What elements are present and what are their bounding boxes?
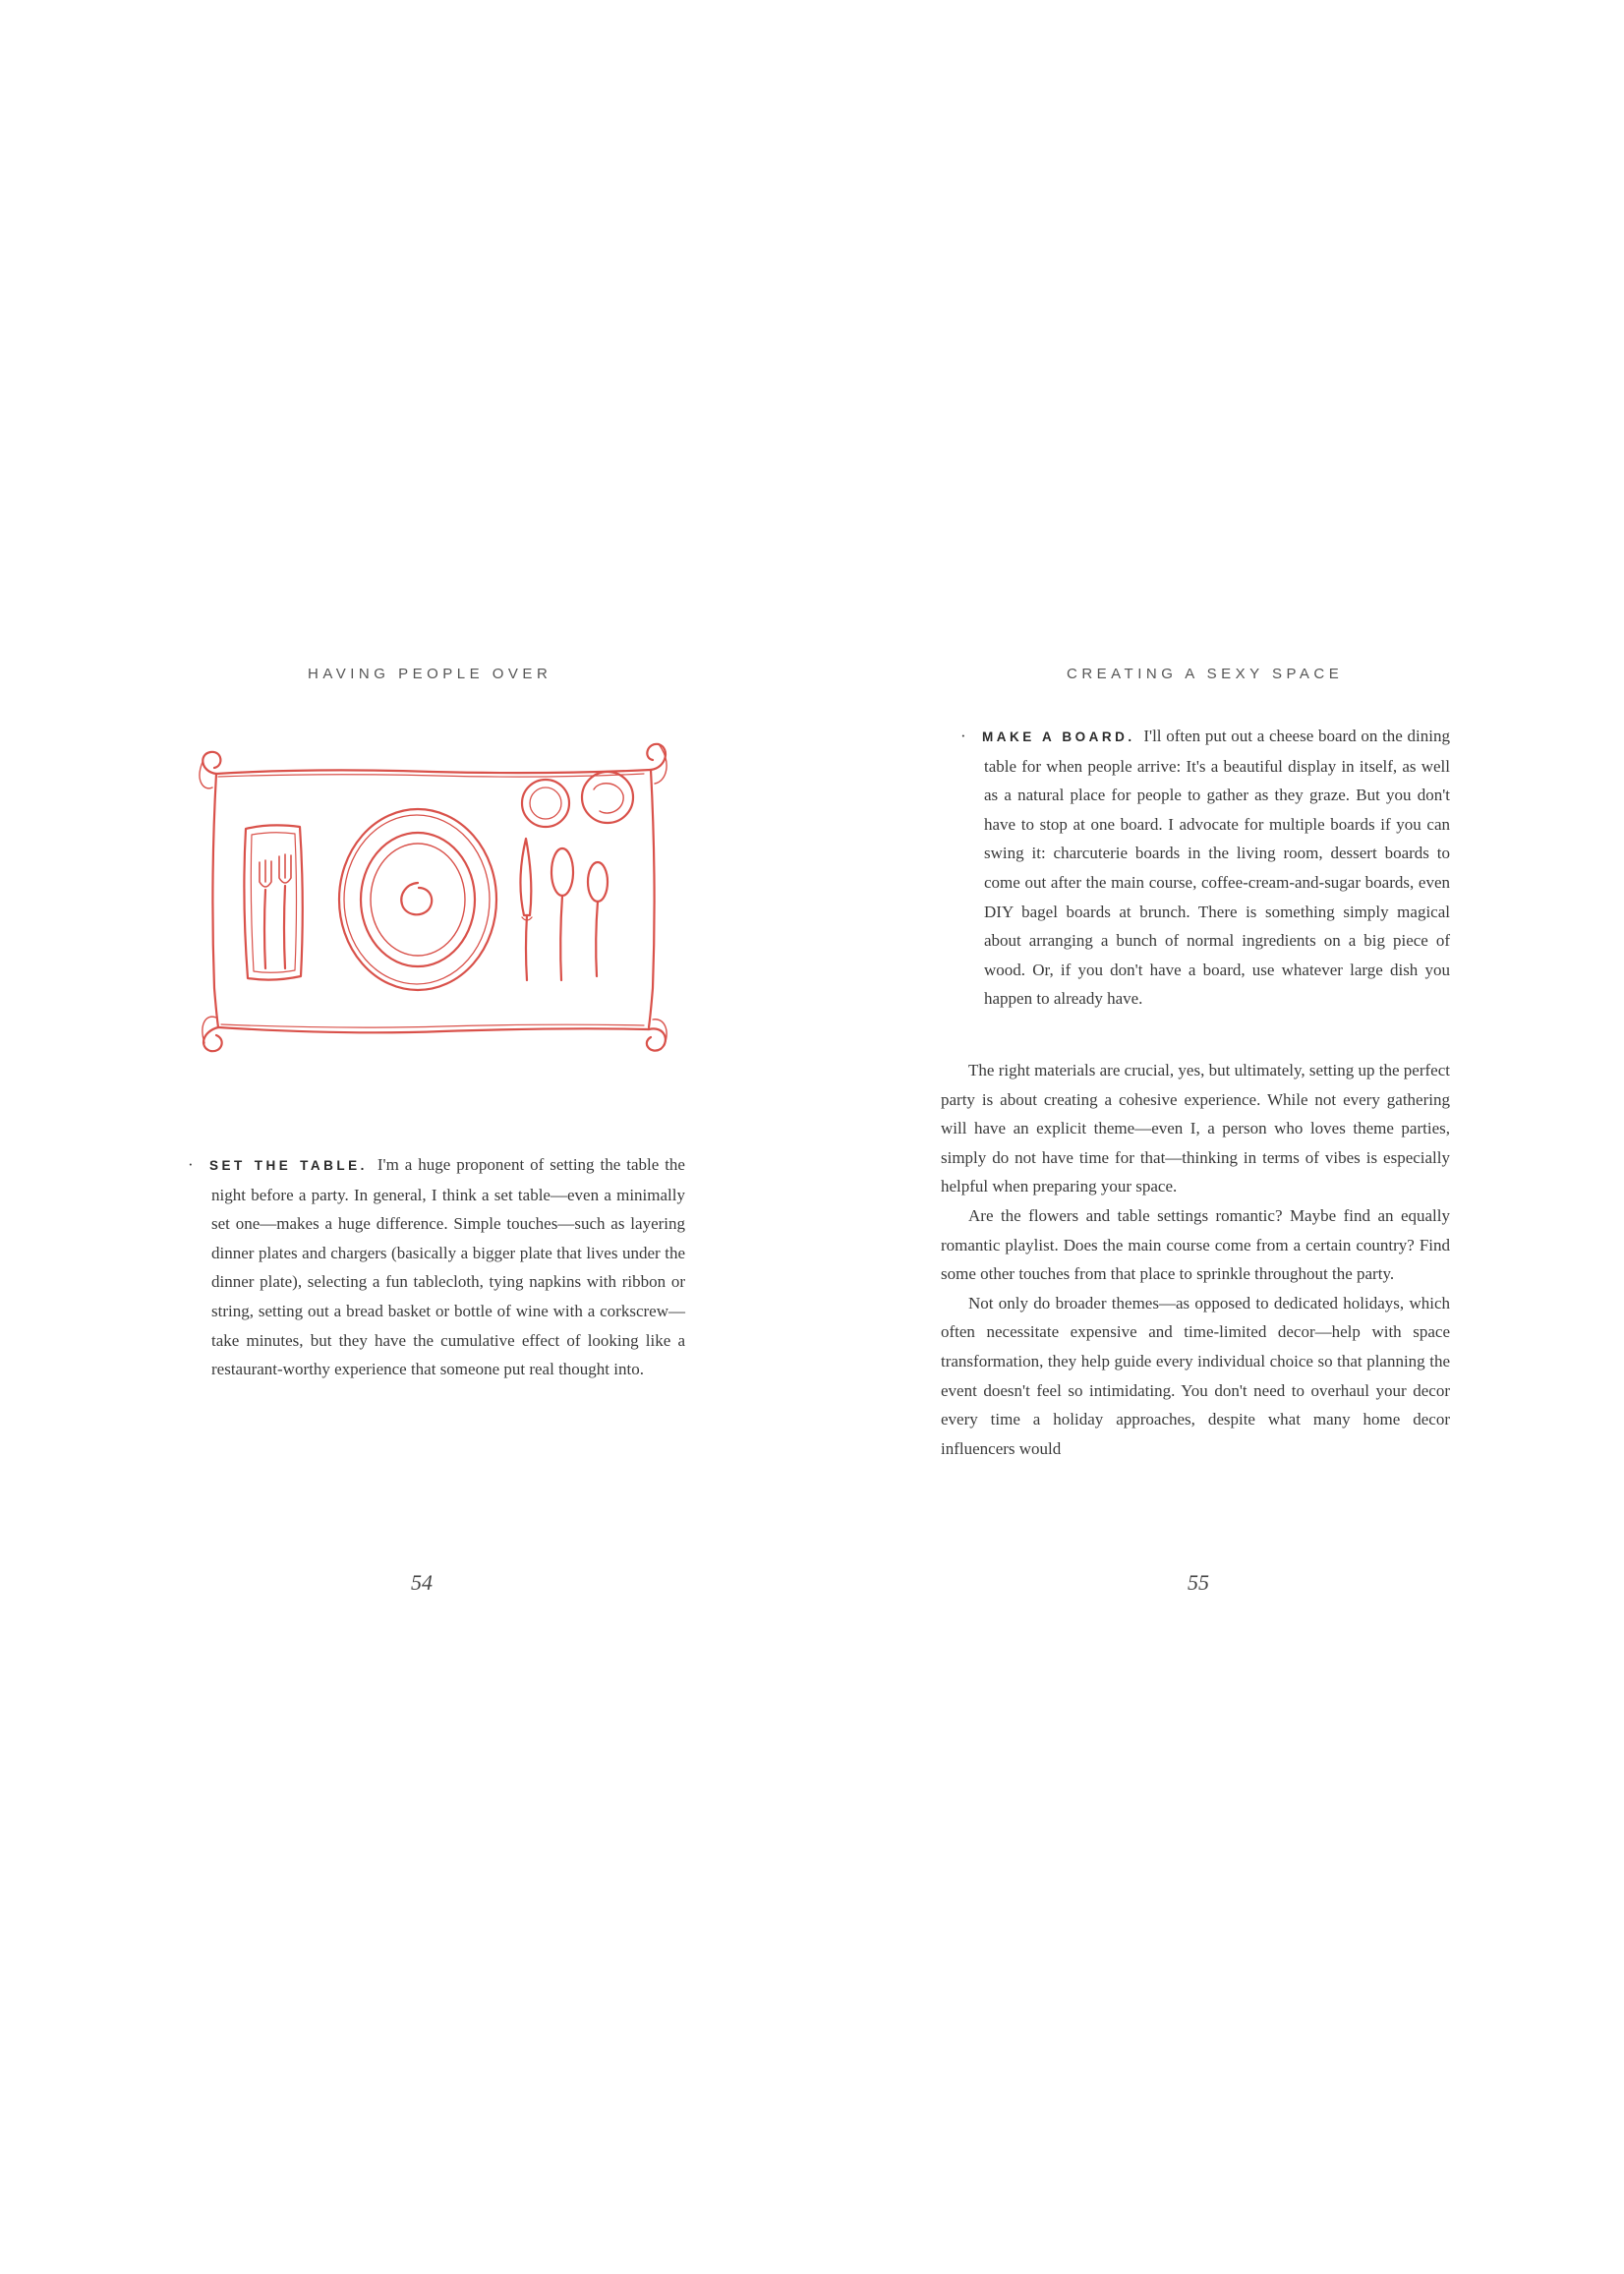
- make-a-board-body: I'll often put out a cheese board on the dining table for when people arrive: It's a beautiful display in itself, as well as a natural place for people to gather as they graze. But you don't have to stop at one board. I advocate for multiple boards if you can swing it: charcuterie boards in the living room, dessert boards to come out after the main course, coffee-cream-and-sugar boards, even DIY bagel boards at brunch. There is something simply magical about arranging a bunch of normal ingredients on a big piece of wood. Or, if you don't have a board, use whatever large dish you happen to already have.: [984, 727, 1450, 1009]
- body-text: [941, 1056, 1450, 1463]
- make-a-board-paragraph: [960, 722, 1450, 1014]
- bullet-marker: ·: [188, 1155, 194, 1174]
- set-the-table-paragraph: [188, 1150, 685, 1384]
- page-number-left: 54: [411, 1570, 433, 1595]
- running-head-right: CREATING A SEXY SPACE: [1067, 666, 1344, 682]
- make-a-board-lead: MAKE A BOARD.: [982, 729, 1135, 744]
- page-number-right: 55: [1188, 1570, 1209, 1595]
- body-paragraph: Not only do broader themes—as opposed to dedicated holidays, which often necessitate expensive and time-limited decor—help with space transformation, they help guide every individual choice so that planning the event doesn't feel so intimidating. You don't need to overhaul your decor every time a holiday approaches, despite what many home decor influencers would: [941, 1293, 1450, 1458]
- set-the-table-body: I'm a huge proponent of setting the table the night before a party. In general, I think a set table—even a minimally set one—makes a huge difference. Simple touches—such as layering dinner plates and chargers (basically a bigger plate that lives under the dinner plate), selecting a fun tablecloth, tying napkins with ribbon or string, setting out a bread basket or bottle of wine with a corkscrew—take minutes, but they have the cumulative effect of looking like a restaurant-worthy experience that someone put real thought into.: [211, 1155, 685, 1379]
- place-setting-illustration: [197, 732, 672, 1060]
- bullet-marker: ·: [960, 727, 966, 745]
- running-head-left: HAVING PEOPLE OVER: [308, 666, 552, 682]
- body-paragraph: The right materials are crucial, yes, but ultimately, setting up the perfect party is about creating a cohesive experience. While not every gathering will have an explicit theme—even I, a person who loves theme parties, simply do not have time for that—thinking in terms of vibes is especially helpful when preparing your space.: [941, 1061, 1450, 1196]
- set-the-table-lead: SET THE TABLE.: [209, 1158, 368, 1173]
- right-page: [812, 0, 1624, 2274]
- body-paragraph: Are the flowers and table settings romantic? Maybe find an equally romantic playlist. Does the main course come from a certain country? Find some other touches from that place to sprinkle throughout the party.: [941, 1205, 1450, 1284]
